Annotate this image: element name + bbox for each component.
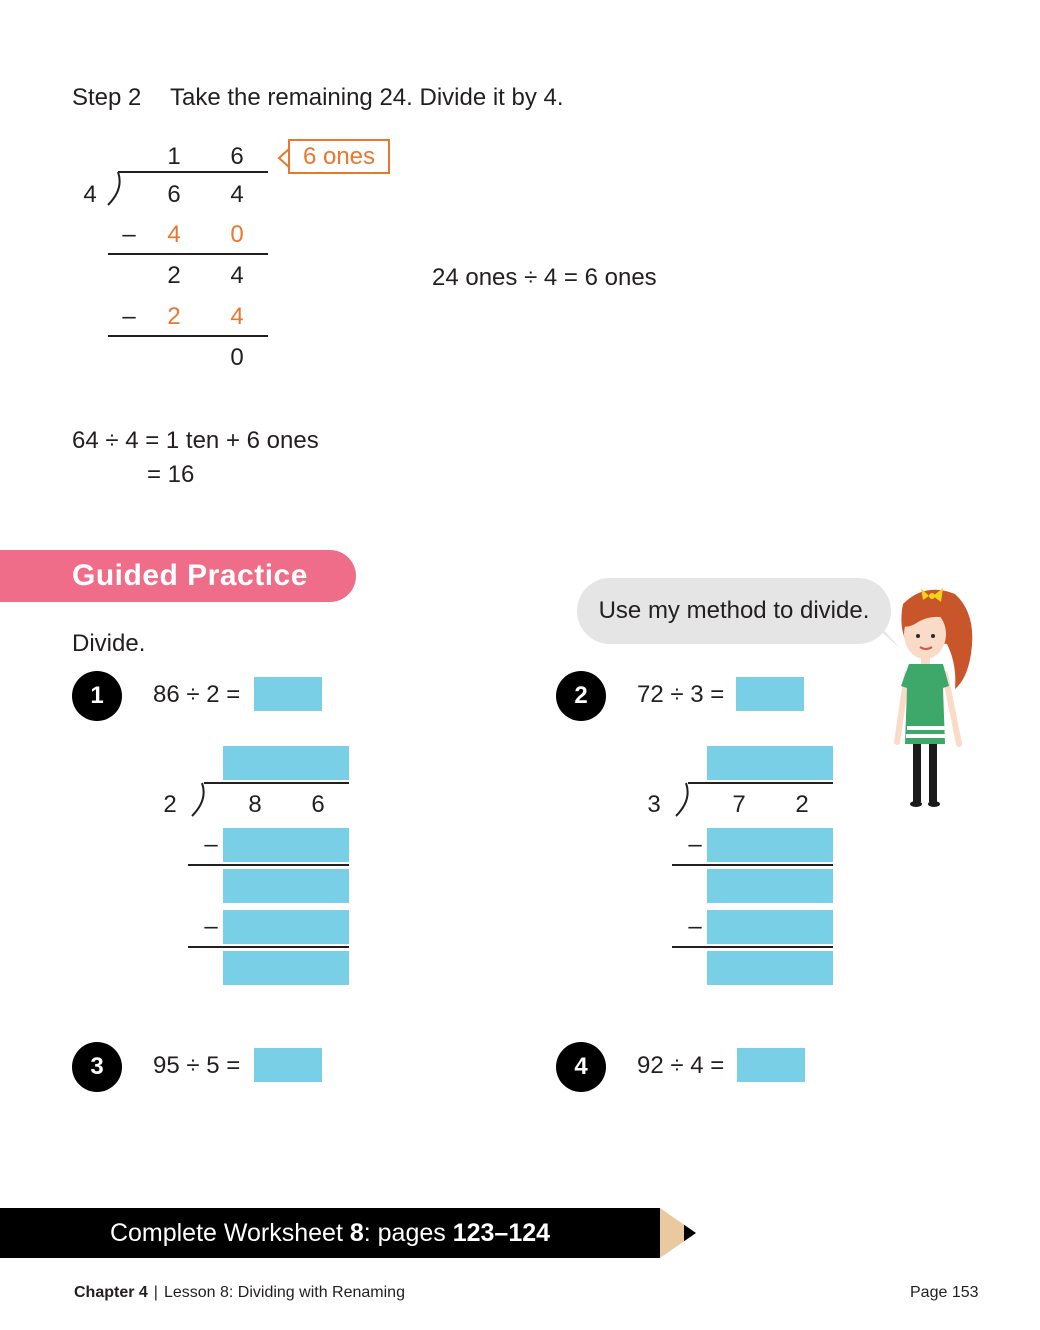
problem-2-division-bar	[688, 782, 833, 784]
worksheet-banner	[0, 1208, 660, 1258]
divide-instruction: Divide.	[72, 630, 146, 657]
problem-2-answer-box[interactable]	[736, 677, 804, 711]
problem-2-subtract-box-2[interactable]	[707, 910, 833, 944]
problem-2-subtract-box-1[interactable]	[707, 828, 833, 862]
problem-1-line-2	[188, 946, 349, 948]
problem-4-expression: 92 ÷ 4 =	[637, 1052, 725, 1079]
problem-2-remainder-box-2[interactable]	[707, 951, 833, 985]
speech-bubble: Use my method to divide.	[577, 578, 891, 644]
problem-1-line-1	[188, 864, 349, 866]
problem-1-minus-2: –	[204, 913, 218, 940]
problem-1-minus-1: –	[204, 831, 218, 858]
problem-1-answer-box[interactable]	[254, 677, 322, 711]
pencil-tip-icon	[660, 1208, 698, 1258]
subtract1-tens: 4	[167, 221, 181, 248]
guided-practice-banner: Guided Practice	[0, 550, 356, 602]
problem-1-quotient-box[interactable]	[223, 746, 349, 780]
problem-1-subtract-box-2[interactable]	[223, 910, 349, 944]
worksheet-number: 8	[349, 1218, 364, 1247]
problem-1-divisor: 2	[163, 791, 177, 818]
quotient-tens: 1	[167, 143, 181, 170]
problem-2-bracket	[672, 782, 690, 818]
problem-1-expression: 86 ÷ 2 =	[153, 681, 241, 708]
subtract2-ones: 4	[230, 303, 244, 330]
problem-2-line-2	[672, 946, 833, 948]
worksheet-text-mid: : pages	[363, 1218, 453, 1247]
worksheet-text-pre: Complete Worksheet	[109, 1218, 350, 1247]
division-bar	[118, 171, 268, 173]
problem-1-remainder-box-2[interactable]	[223, 951, 349, 985]
problem-number-2: 2	[556, 671, 606, 721]
lesson-name: Lesson 8: Dividing with Renaming	[163, 1284, 405, 1301]
problem-2-minus-2: –	[688, 913, 702, 940]
problem-2-divisor: 3	[647, 791, 661, 818]
ones-callout: 6 ones	[288, 139, 390, 174]
problem-1-bracket	[188, 782, 206, 818]
problem-2-digit-tens: 7	[732, 791, 746, 818]
remainder1-ones: 4	[230, 262, 244, 289]
chapter-name: Chapter 4	[74, 1284, 148, 1301]
problem-1-digit-ones: 6	[311, 791, 325, 818]
chapter-separator: |	[153, 1284, 158, 1301]
problem-3-answer-box[interactable]	[254, 1048, 322, 1082]
subtract2-tens: 2	[167, 303, 181, 330]
problem-3-expression: 95 ÷ 5 =	[153, 1052, 241, 1079]
side-equation: 24 ones ÷ 4 = 6 ones	[432, 264, 657, 291]
problem-2-remainder-box-1[interactable]	[707, 869, 833, 903]
problem-1-remainder-box-1[interactable]	[223, 869, 349, 903]
dividend-ones: 4	[230, 181, 244, 208]
dividend-tens: 6	[167, 181, 181, 208]
final-remainder: 0	[230, 344, 244, 371]
summary-line-1: 64 ÷ 4 = 1 ten + 6 ones	[72, 427, 319, 454]
step-text: Take the remaining 24. Divide it by 4.	[170, 84, 564, 111]
problem-1-division-bar	[204, 782, 349, 784]
subtract-line-1	[108, 253, 268, 255]
problem-2-quotient-box[interactable]	[707, 746, 833, 780]
remainder1-tens: 2	[167, 262, 181, 289]
summary-line-2: = 16	[147, 461, 195, 488]
problem-1-digit-tens: 8	[248, 791, 262, 818]
worksheet-pages: 123–124	[452, 1218, 551, 1247]
problem-2-line-1	[672, 864, 833, 866]
girl-character-illustration	[885, 584, 985, 814]
subtract-line-2	[108, 335, 268, 337]
page-number: Page 153	[910, 1284, 979, 1301]
step-label: Step 2	[72, 84, 142, 111]
problem-2-digit-ones: 2	[795, 791, 809, 818]
quotient-ones: 6	[230, 143, 244, 170]
minus-sign-1: –	[122, 221, 136, 248]
division-bracket	[104, 171, 122, 207]
problem-4-answer-box[interactable]	[737, 1048, 805, 1082]
divisor: 4	[83, 181, 97, 208]
problem-number-3: 3	[72, 1042, 122, 1092]
chapter-label	[74, 1284, 405, 1302]
problem-number-1: 1	[72, 671, 122, 721]
problem-1-subtract-box-1[interactable]	[223, 828, 349, 862]
problem-number-4: 4	[556, 1042, 606, 1092]
problem-2-minus-1: –	[688, 831, 702, 858]
subtract1-ones: 0	[230, 221, 244, 248]
minus-sign-2: –	[122, 303, 136, 330]
problem-2-expression: 72 ÷ 3 =	[637, 681, 725, 708]
